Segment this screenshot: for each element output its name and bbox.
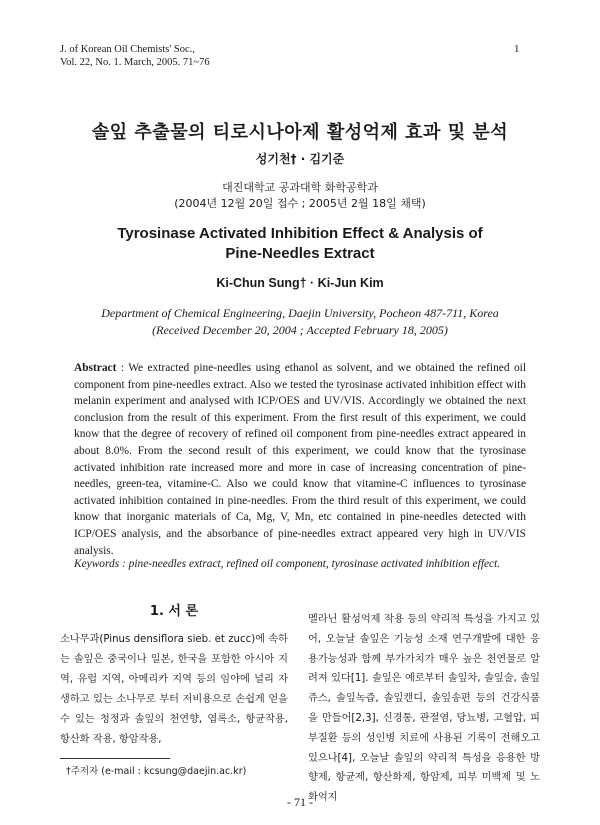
- english-title-line-2: Pine-Needles Extract: [225, 245, 375, 262]
- journal-citation: [60, 43, 210, 69]
- body-left-column: 소나무과(Pinus densiflora sieb. et zucc)에 속하는 솔잎은 중국이나 일본, 한국을 포함한 아시아 지역, 유럽 지역, 아메리카 지역 등의 임야에 널리 자생하고 있는 소나무로 부터 저비용으로 손쉽게 얻을 수 있는 청정과 솔잎의 천연향, 엽록소, 항균작용, 항산화 작용, 항암작용,: [60, 634, 288, 745]
- keywords-text: : pine-needles extract, refined oil component, tyrosinase activated inhibition effect.: [122, 558, 501, 570]
- english-affiliation-name: Department of Chemical Engineering, Daejin University, Pocheon 487-711, Korea: [101, 306, 499, 320]
- english-dates: (Received December 20, 2004 ; Accepted February 18, 2005): [152, 323, 448, 337]
- journal-line-1: J. of Korean Oil Chemists' Soc.,: [60, 44, 195, 55]
- abstract: [74, 360, 526, 559]
- english-affiliation: [0, 305, 600, 339]
- section-heading-introduction: 1. 서 론: [149, 604, 199, 619]
- page-number-bottom: - 71 -: [287, 795, 313, 809]
- body-right-column: 멜라닌 활성억제 작용 등의 약리적 특성을 가지고 있어, 오늘날 솔잎은 기능성 소재 연구개발에 대한 응용가능성과 함께 부가가치가 매우 높은 천연물로 알려져 있다[1]. 솔잎은 예로부터 솔잎차, 솔잎술, 솔잎쥬스, 솔잎녹즙, 솔잎캔디, 솔잎송편 등의 건강식품을 만들어[2,3], 신경통, 관절염, 당뇨병, 고혈압, 피부질환 등의 성인병 치료에 사용된 기록이 전해오고 있으나[4], 오늘날 솔잎의 약리적 특성을 응용한 방향제, 항균제, 항산화제, 항암제, 피부 미백제 및 노화억지: [308, 614, 540, 804]
- korean-title: 솔잎 추출물의 티로시나아제 활성억제 효과 및 분석: [91, 122, 509, 143]
- korean-affiliation: [0, 180, 600, 212]
- korean-affiliation-name: 대진대학교 공과대학 화학공학과: [222, 181, 378, 194]
- footnote-divider: [60, 758, 170, 759]
- english-title: [0, 224, 600, 264]
- abstract-text: : We extracted pine-needles using ethanol as solvent, and we obtained the refined oil component from pine-needles extract. Also we tested the tyrosinase activated inhibition effect with melanin experiment and analysed with ICP/OES and UV/VIS. Accordingly we obtained the next conclusion from the result of this experiment. From the first result of this experiment, we could know that the degree of recovery of refined oil component from pine-needles extract appeared in about 8.0%. From the second result of this experiment, we could know that the tyrosinase activated inhibition rate increased more and more in case of increasing concentration of pine-needles, green-tea, vitamine-C. Also we could know that vitamine-C influences to tyrosinase activated inhibition contained in pine-needles. From the third result of this experiment, we could know that inorganic materials of Ca, Mg, V, Mn, etc contained in pine-needles detected with ICP/OES analysis, and the absorbance of pine-needles extract appeared very high in UV/VIS analysis.: [74, 362, 526, 557]
- korean-dates: (2004년 12월 20일 접수 ; 2005년 2월 18일 채택): [174, 197, 426, 210]
- keywords-label: Keywords: [74, 558, 120, 570]
- page-number-top: 1: [514, 43, 520, 55]
- korean-authors: 성기천† · 김기준: [255, 152, 345, 166]
- footnote: †주저자 (e-mail : kcsung@daejin.ac.kr): [66, 766, 247, 777]
- english-authors: Ki-Chun Sung† · Ki-Jun Kim: [216, 276, 384, 290]
- english-title-line-1: Tyrosinase Activated Inhibition Effect & Analysis of: [117, 225, 483, 242]
- journal-line-2: Vol. 22, No. 1. March, 2005. 71~76: [60, 57, 210, 68]
- abstract-label: Abstract: [74, 362, 117, 374]
- keywords: [74, 556, 526, 573]
